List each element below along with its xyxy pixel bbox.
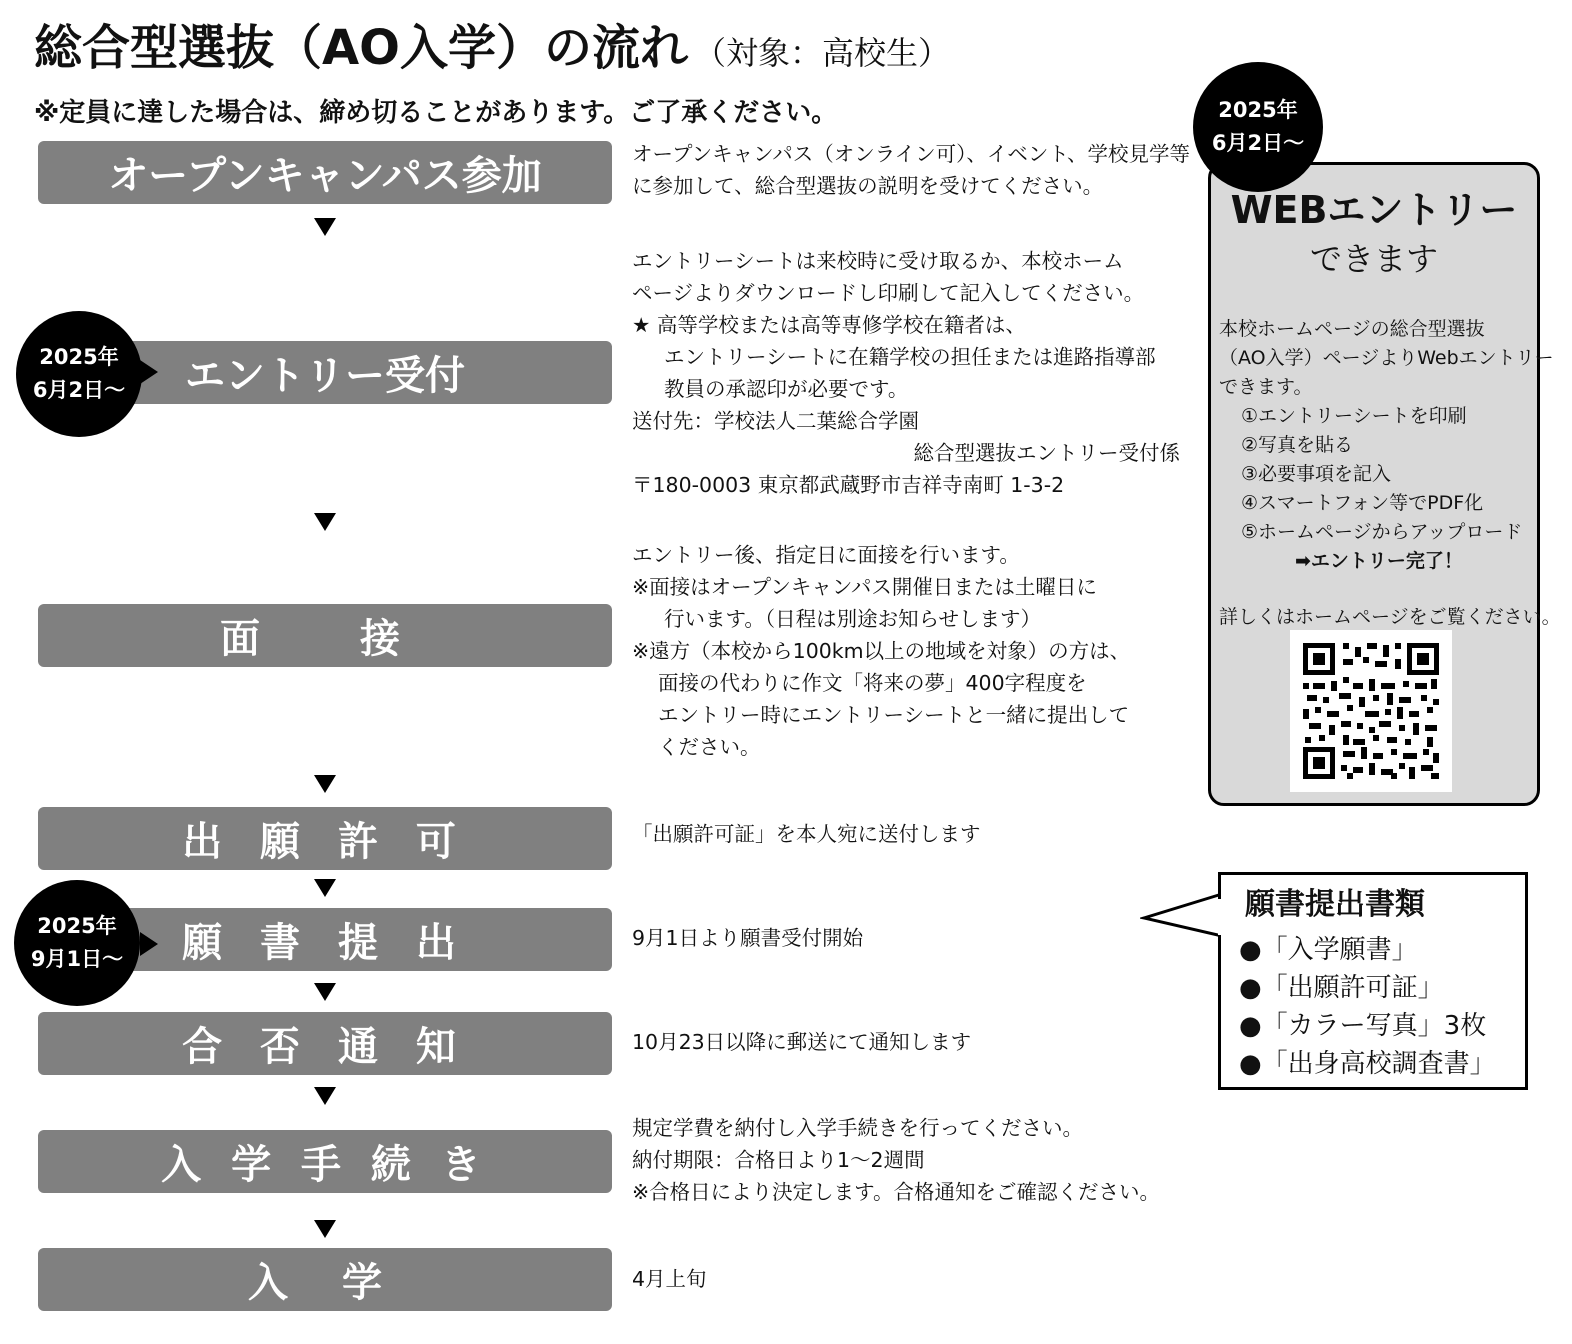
web-entry-step: ②写真を貼る (1241, 434, 1354, 456)
web-entry-line: できます。 (1219, 376, 1313, 398)
web-entry-title: WEBエントリー (1230, 188, 1518, 232)
badge-year: 2025年 (1218, 98, 1298, 122)
description-line: 教員の承認印が必要です。 (664, 377, 909, 401)
description-line: 行います。（日程は別途お知らせします） (664, 607, 1041, 631)
capacity-notice: ※定員に達した場合は、締め切ることがあります。ご了承ください。 (34, 98, 838, 128)
description-line: エントリー時にエントリーシートと一緒に提出して (658, 703, 1130, 727)
list-item: ●「カラー写真」3枚 (1239, 1011, 1487, 1041)
badge-date: 6月2日～ (1211, 131, 1305, 155)
down-arrow-icon (310, 981, 340, 1003)
web-entry-box (1208, 162, 1561, 806)
step-permit: 出 願 許 可 (38, 807, 612, 870)
badge-year: 2025年 (39, 345, 119, 369)
description-line: ※面接はオープンキャンパス開催日または土曜日に (632, 575, 1097, 599)
web-entry-step: ③必要事項を記入 (1241, 463, 1392, 485)
step-entry: エントリー受付 (38, 341, 612, 404)
description-line: に参加して、総合型選抜の説明を受けてください。 (632, 174, 1104, 198)
description-line: 納付期限：合格日より1～2週間 (632, 1148, 925, 1172)
application-date-badge (14, 880, 140, 1006)
entry-description (632, 245, 1192, 501)
list-item: ●「入学願書」 (1239, 935, 1418, 965)
enroll-description: 4月上旬 (632, 1267, 707, 1291)
down-arrow-icon (310, 1085, 340, 1107)
application-description: 9月1日より願書受付開始 (632, 926, 864, 950)
list-item: ●「出願許可証」 (1239, 973, 1444, 1003)
down-arrow-icon (310, 1218, 340, 1240)
list-item: ●「出身高校調査書」 (1239, 1049, 1496, 1079)
web-entry-step: ④スマートフォン等でPDF化 (1241, 492, 1484, 514)
web-entry-line: （AO入学）ページよりWebエントリー (1219, 347, 1554, 369)
description-line: 送付先：学校法人二葉総合学園 (632, 409, 919, 433)
badge-pointer (140, 360, 158, 384)
description-line: ※合格日により決定します。合格通知をご確認ください。 (632, 1180, 1161, 1204)
down-arrow-icon (310, 216, 340, 238)
mailing-address: 〒180-0003 東京都武蔵野市吉祥寺南町 1-3-2 (632, 473, 1065, 497)
badge-date: 9月1日～ (30, 947, 124, 971)
description-line: ★ 高等学校または高等専修学校在籍者は、 (632, 313, 1026, 337)
qr-code[interactable] (1290, 630, 1452, 792)
step-open-campus: オープンキャンパス参加 (38, 141, 612, 204)
down-arrow-icon (310, 877, 340, 899)
permit-description: 「出願許可証」を本人宛に送付します (632, 822, 981, 846)
badge-date: 6月2日～ (32, 378, 126, 402)
description-line: エントリー後、指定日に面接を行います。 (632, 543, 1020, 567)
procedure-description (632, 1112, 1192, 1208)
result-description: 10月23日以降に郵送にて通知します (632, 1030, 972, 1054)
web-entry-date-badge (1193, 62, 1323, 192)
description-line: ※遠方（本校から100km以上の地域を対象）の方は、 (632, 639, 1131, 663)
description-line: エントリーシートは来校時に受け取るか、本校ホーム (632, 249, 1124, 273)
documents-list (1239, 931, 1496, 1083)
page-title (34, 20, 950, 76)
web-entry-more-info: 詳しくはホームページをご覧ください。 (1219, 606, 1561, 628)
description-line: 面接の代わりに作文「将来の夢」400字程度を (658, 671, 1087, 695)
badge-year: 2025年 (37, 914, 117, 938)
description-line: ください。 (658, 735, 761, 759)
description-line: エントリーシートに在籍学校の担任または進路指導部 (664, 345, 1156, 369)
web-entry-line: 本校ホームページの総合型選抜 (1219, 318, 1485, 340)
description-line: 総合型選抜エントリー受付係 (913, 441, 1180, 465)
description-line: 規定学費を納付し入学手続きを行ってください。 (632, 1116, 1083, 1140)
documents-title: 願書提出書類 (1245, 887, 1425, 922)
description-line: ページよりダウンロードし印刷して記入してください。 (632, 281, 1145, 305)
web-entry-step: ①エントリーシートを印刷 (1241, 405, 1467, 427)
interview-description (632, 539, 1192, 763)
step-result: 合 否 通 知 (38, 1012, 612, 1075)
badge-pointer (140, 932, 158, 956)
qr-code-icon (1303, 643, 1439, 779)
speech-pointer (1140, 890, 1224, 950)
speech-joint (1218, 899, 1224, 935)
down-arrow-icon (310, 773, 340, 795)
page-title-main: 総合型選抜（AO入学）の流れ (34, 20, 688, 76)
step-enroll: 入 学 (38, 1248, 612, 1311)
open-campus-description (632, 138, 1192, 202)
description-line: オープンキャンパス（オンライン可）、イベント、学校見学等 (632, 142, 1191, 166)
entry-date-badge (16, 311, 142, 437)
web-entry-complete: ➡エントリー完了！ (1295, 550, 1463, 572)
web-entry-instructions (1219, 315, 1561, 632)
page-title-target: （対象：高校生） (693, 34, 950, 72)
application-documents-box (1218, 872, 1528, 1090)
web-entry-subtitle: できます (1309, 240, 1438, 278)
web-entry-step: ⑤ホームページからアップロード (1241, 521, 1523, 543)
step-application: 願 書 提 出 (38, 908, 612, 971)
step-procedure: 入 学 手 続 き (38, 1130, 612, 1193)
down-arrow-icon (310, 511, 340, 533)
step-interview: 面 接 (38, 604, 612, 667)
